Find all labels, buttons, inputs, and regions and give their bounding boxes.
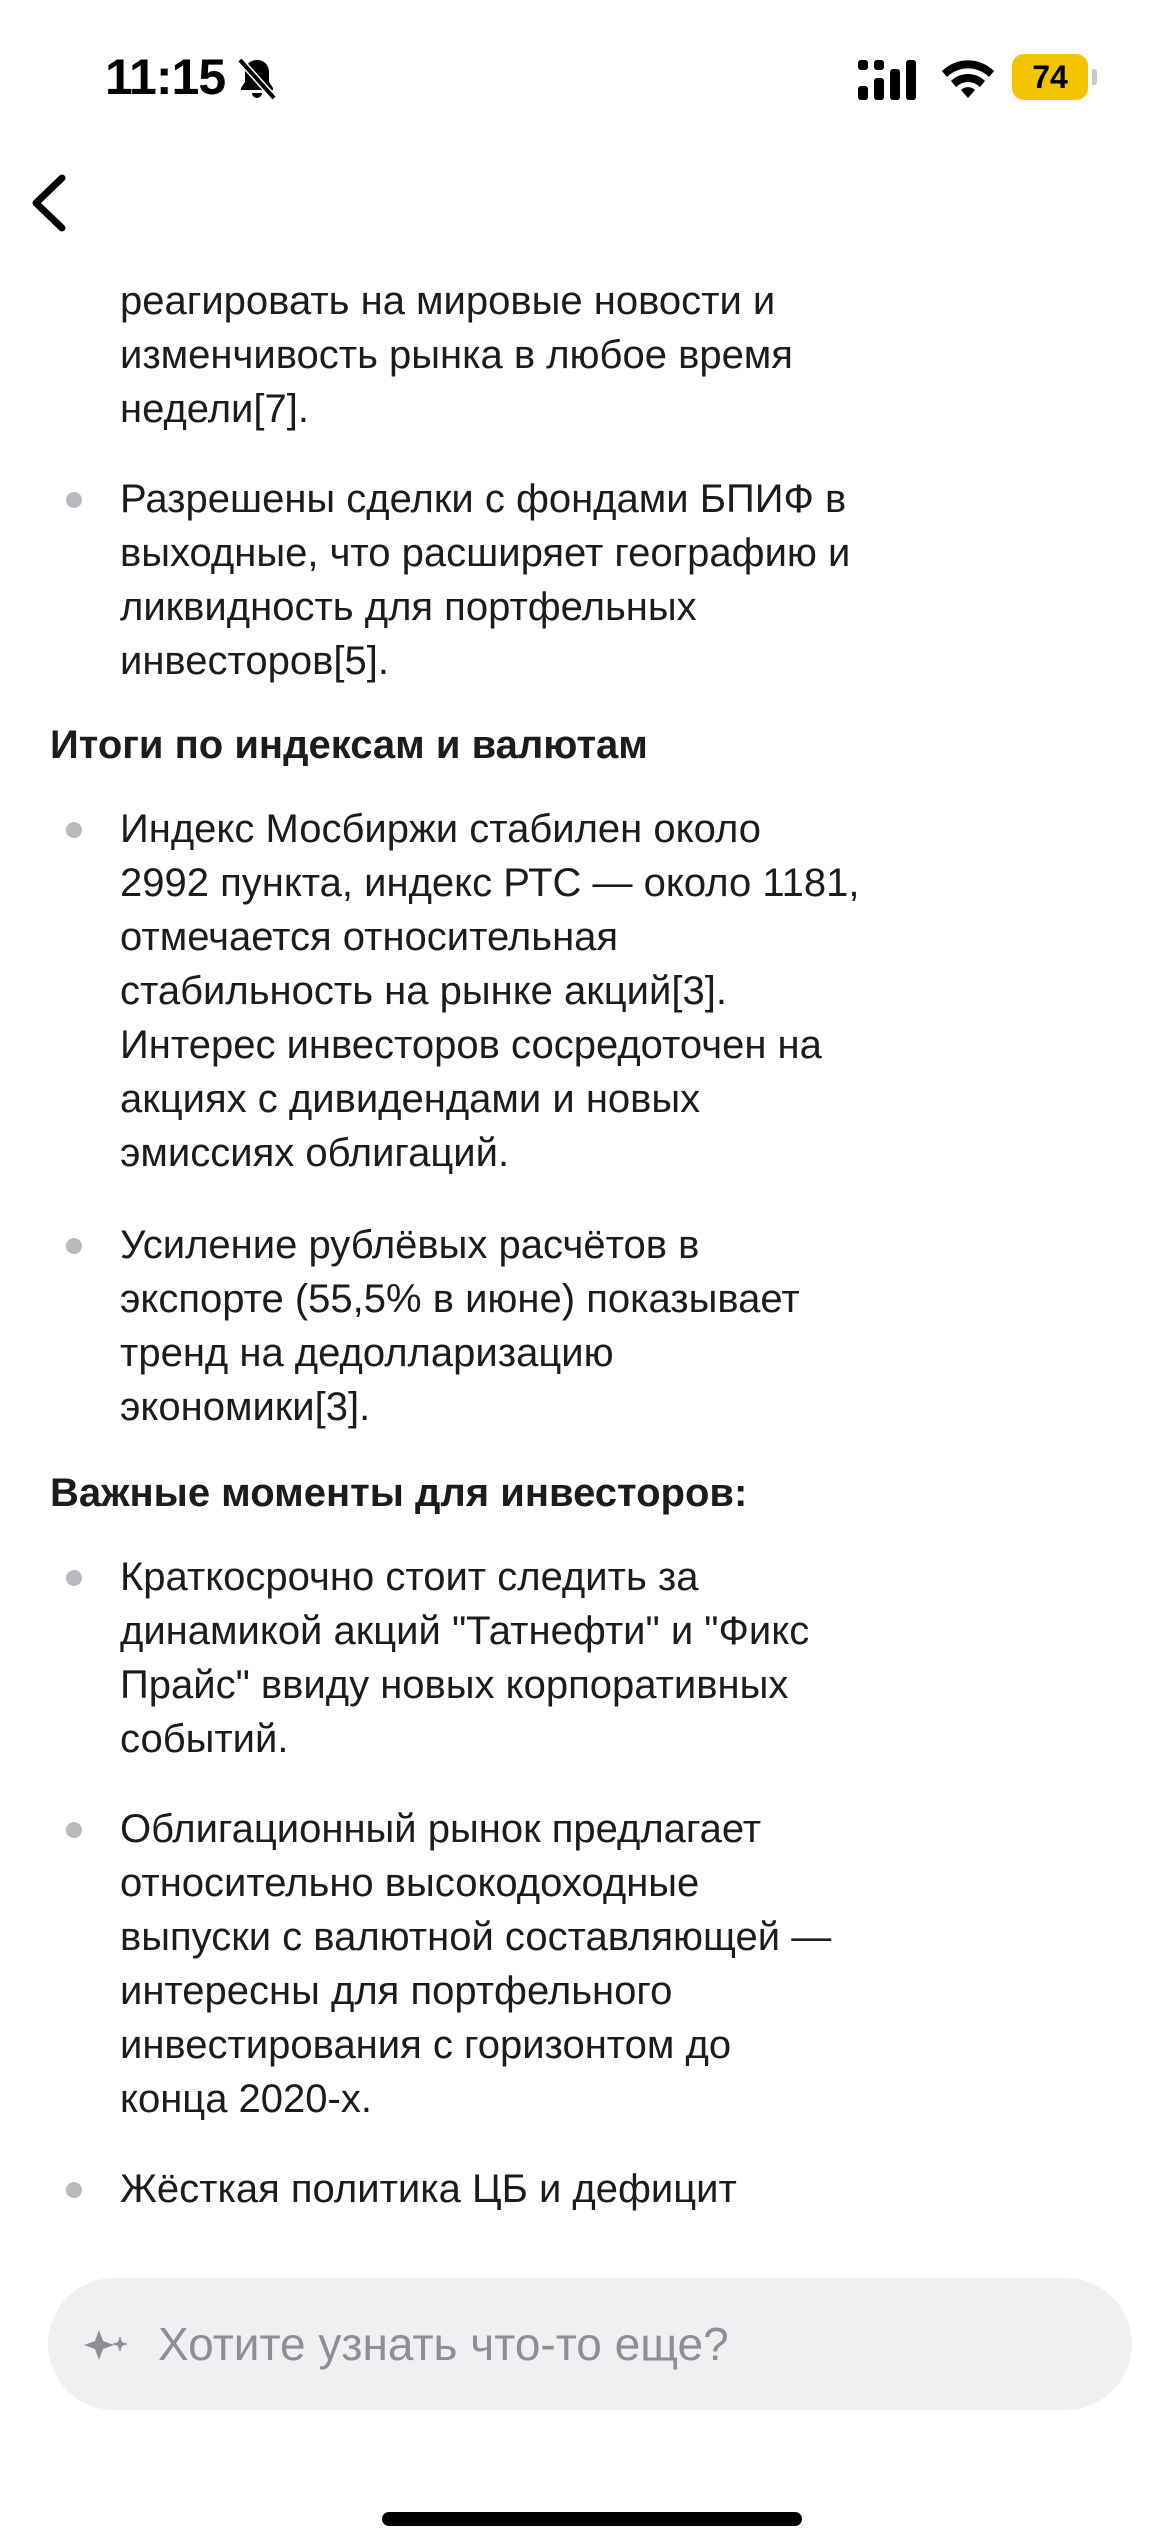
chevron-left-icon[interactable] bbox=[18, 168, 88, 238]
text-line: эмиссиях облигаций. bbox=[120, 1131, 510, 1175]
text-line: событий. bbox=[120, 1717, 289, 1761]
text-line: 2992 пункта, индекс РТС — около 1181, bbox=[120, 861, 860, 905]
text-line: выходные, что расширяет географию и bbox=[120, 531, 851, 575]
battery-percent: 74 bbox=[1032, 59, 1068, 95]
bullet-dot bbox=[66, 822, 82, 838]
text-line: выпуски с валютной составляющей — bbox=[120, 1915, 832, 1959]
bullet-dot bbox=[66, 2182, 82, 2198]
home-indicator[interactable] bbox=[382, 2512, 802, 2526]
bullet-item-bpif bbox=[120, 472, 980, 688]
text-line: недели[7]. bbox=[120, 387, 309, 431]
bullet-item-ruble bbox=[120, 1218, 980, 1434]
bullet-item-cb-policy bbox=[120, 2162, 980, 2216]
battery-indicator bbox=[1012, 54, 1094, 100]
text-line: Интерес инвесторов сосредоточен на bbox=[120, 1023, 822, 1067]
text-line: ликвидность для портфельных bbox=[120, 585, 697, 629]
text-line: экономики[3]. bbox=[120, 1385, 371, 1429]
text-line: реагировать на мировые новости и bbox=[120, 279, 776, 323]
section-heading-indices: Итоги по индексам и валютам bbox=[50, 723, 648, 767]
text-line: инвесторов[5]. bbox=[120, 639, 389, 683]
text-line: изменчивость рынка в любое время bbox=[120, 333, 793, 377]
text-line: стабильность на рынке акций[3]. bbox=[120, 969, 727, 1013]
text-line: Усиление рублёвых расчётов в bbox=[120, 1223, 700, 1267]
bullet-dot bbox=[66, 1238, 82, 1254]
text-line: Индекс Мосбиржи стабилен около bbox=[120, 807, 761, 851]
cellular-signal-icon bbox=[858, 58, 920, 100]
bullet-item-bonds bbox=[120, 1802, 980, 2126]
status-time: 11:15 bbox=[105, 49, 226, 105]
ask-more-input[interactable] bbox=[48, 2278, 1132, 2410]
bullet-dot bbox=[66, 1822, 82, 1838]
text-line: динамикой акций "Татнефти" и "Фикс bbox=[120, 1609, 810, 1653]
text-line: тренд на дедолларизацию bbox=[120, 1331, 614, 1375]
sparkle-icon bbox=[84, 2322, 130, 2368]
text-line: инвестирования с горизонтом до bbox=[120, 2023, 732, 2067]
text-line: акциях с дивидендами и новых bbox=[120, 1077, 701, 1121]
wifi-icon bbox=[940, 58, 996, 100]
status-bar bbox=[0, 0, 1170, 150]
section-heading-investors: Важные моменты для инвесторов: bbox=[50, 1471, 748, 1515]
text-line: отмечается относительная bbox=[120, 915, 619, 959]
bullet-item-moex bbox=[120, 802, 980, 1180]
text-line: Краткосрочно стоит следить за bbox=[120, 1555, 699, 1599]
bell-slash-icon bbox=[232, 54, 282, 104]
text-line: Жёсткая политика ЦБ и дефицит bbox=[120, 2167, 737, 2211]
text-line: интересны для портфельного bbox=[120, 1969, 673, 2013]
text-line: Облигационный рынок предлагает bbox=[120, 1807, 762, 1851]
text-line: конца 2020-х. bbox=[120, 2077, 372, 2121]
text-line: Прайс" ввиду новых корпоративных bbox=[120, 1663, 789, 1707]
bullet-item-tatneft bbox=[120, 1550, 980, 1766]
battery-cap bbox=[1092, 69, 1097, 85]
bullet-dot bbox=[66, 1570, 82, 1586]
ask-more-placeholder: Хотите узнать что-то еще? bbox=[158, 2318, 729, 2370]
text-line: экспорте (55,5% в июне) показывает bbox=[120, 1277, 800, 1321]
text-line: относительно высокодоходные bbox=[120, 1861, 700, 1905]
bullet-dot bbox=[66, 492, 82, 508]
text-line: Разрешены сделки с фондами БПИФ в bbox=[120, 477, 847, 521]
bullet-text-intro bbox=[120, 274, 980, 436]
